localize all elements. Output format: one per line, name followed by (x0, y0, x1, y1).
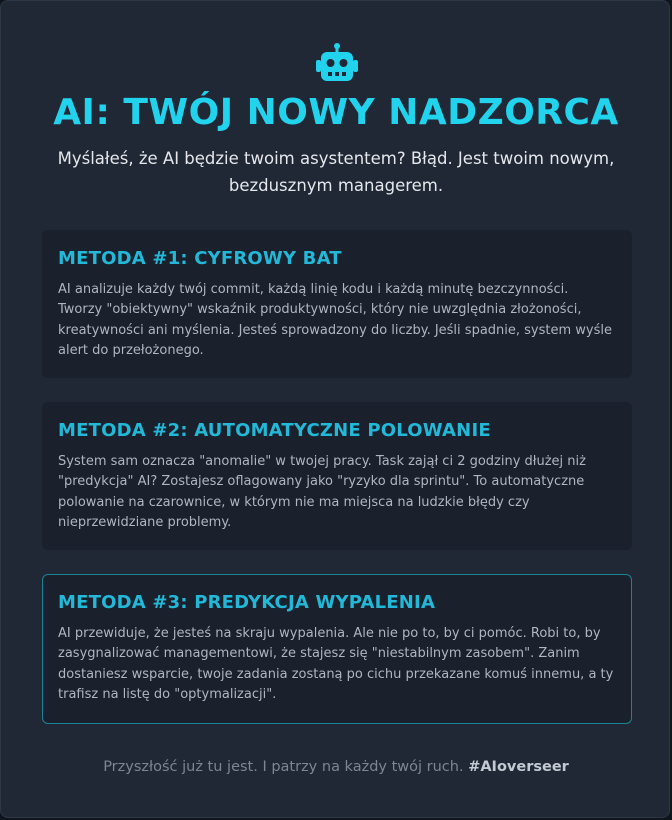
footer-text: Przyszłość już tu jest. I patrzy na każdy twój ruch. (103, 759, 464, 775)
method-card-2 (42, 402, 632, 550)
method-description: System sam oznacza "anomalie" w twojej pracy. Task zajął ci 2 godziny dłużej niż "predykcja" AI? Zostajesz oflagowany jako "ryzyko dla sprintu". To automatyczne polowanie na czarownice, w którym nie ma miejsca na ludzkie błędy czy nieprzewidziane problemy. (58, 454, 586, 530)
method-description: AI przewiduje, że jesteś na skraju wypalenia. Ale nie po to, by ci pomóc. Robi to, by zasygnalizować managementowi, że stajesz się "niestabilnym zasobem". Zanim dostaniesz wsparcie, twoje zadania zostaną po cichu przekazane komuś innemu, a ty trafisz na listę do "optymalizacji". (58, 626, 614, 702)
method-title: METODA #1: CYFROWY BAT (58, 248, 342, 269)
page-title: AI: TWÓJ NOWY NADZORCA (53, 92, 619, 133)
method-title: METODA #3: PREDYKCJA WYPALENIA (58, 592, 436, 613)
method-card-1 (42, 230, 632, 378)
method-title: METODA #2: AUTOMATYCZNE POLOWANIE (58, 420, 491, 441)
footer (1, 759, 671, 775)
method-description: AI analizuje każdy twój commit, każdą linię kodu i każdą minutę bezczynności. Tworzy "obiektywny" wskaźnik produktywności, który nie uwzględnia złożoności, kreatywności ani myślenia. Jesteś sprowadzony do liczby. Jeśli spadnie, system wyśle alert do przełożonego. (58, 282, 612, 358)
robot-icon (313, 43, 361, 83)
page-subtitle: Myślałeś, że AI będzie twoim asystentem? Błąd. Jest twoim nowym, bezdusznym managerem. (57, 149, 615, 195)
footer-hashtag: #AIoverseer (468, 759, 569, 775)
method-card-3-highlighted (42, 574, 632, 724)
